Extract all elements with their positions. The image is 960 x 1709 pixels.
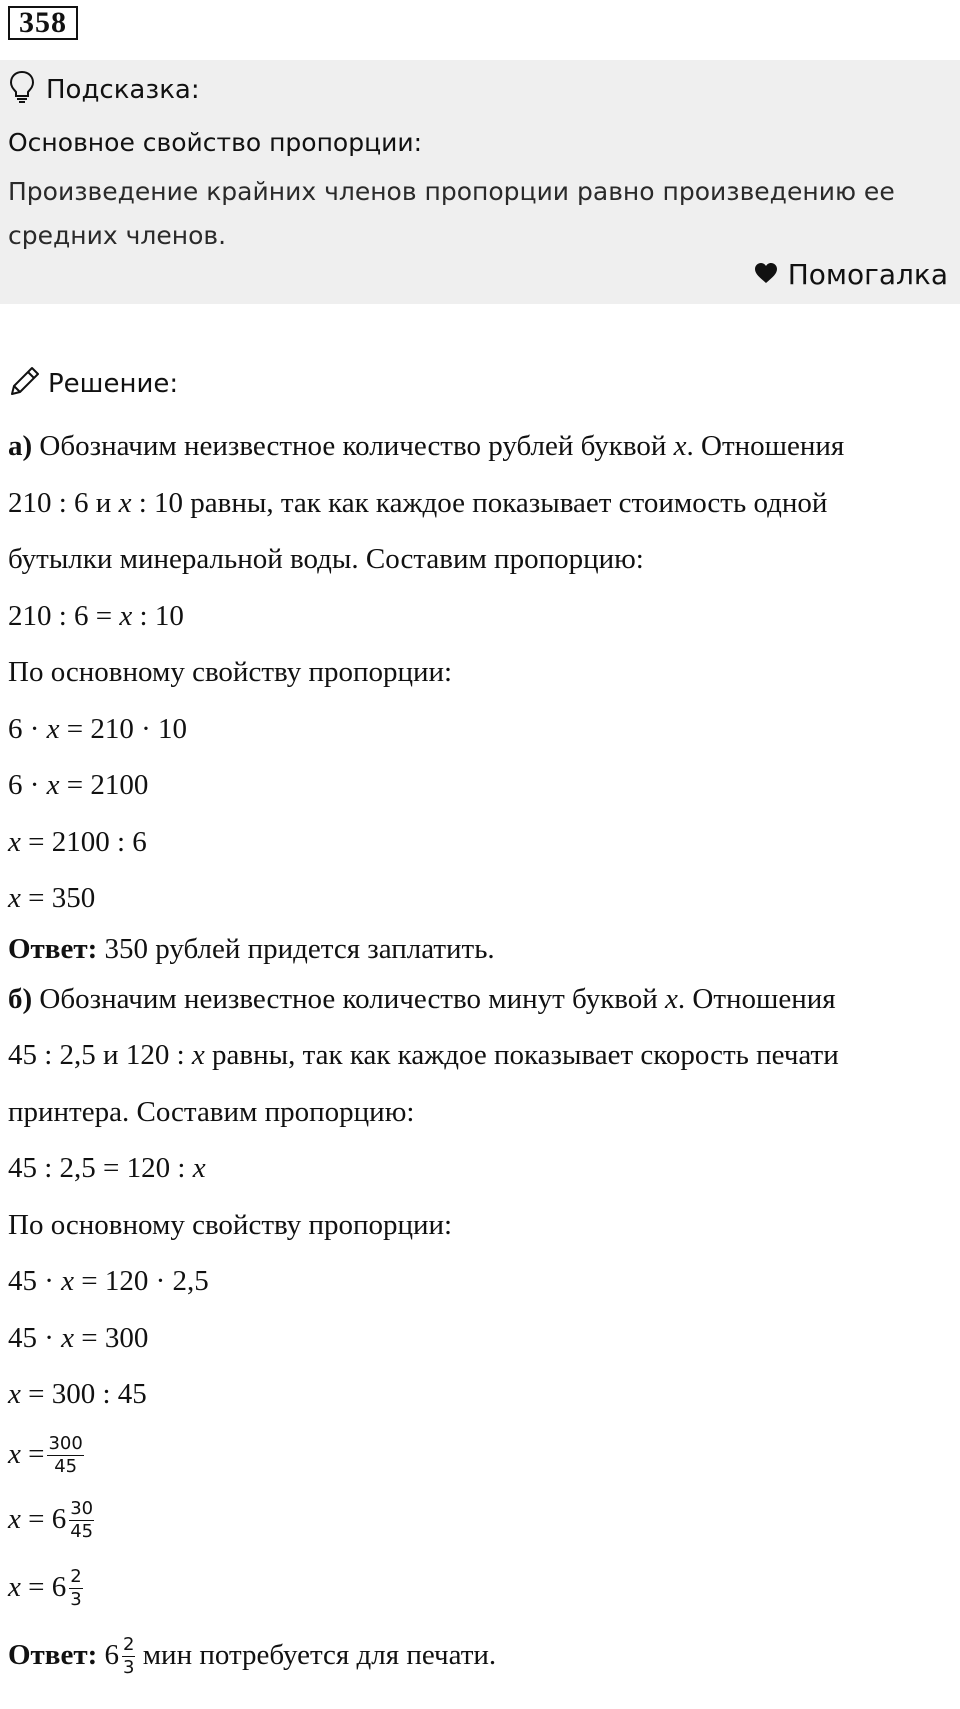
answer-line: Ответ: 350 рублей придется заплатить. <box>8 932 495 965</box>
solution-line: принтера. Составим пропорцию: <box>8 1095 415 1128</box>
solution-body <box>8 418 953 1689</box>
fraction: $\frac{300}{45}$ <box>48 1433 83 1478</box>
heart-icon <box>754 258 788 291</box>
equation-line: x = 350 <box>8 882 96 914</box>
fraction: $\frac{2}{3}$ <box>70 1566 82 1611</box>
hint-box <box>0 60 960 304</box>
problem-number: 358 <box>8 6 78 40</box>
equation-line: x = 300 : 45 <box>8 1378 147 1410</box>
solution-line: б) Обозначим неизвестное количество минут буквой x. Отношения <box>8 982 836 1015</box>
equation-line: 6 · x = 210 · 10 <box>8 712 188 745</box>
equation-line: 45 : 2,5 = 120 : x <box>8 1152 206 1184</box>
equation-line: 45 · x = 300 <box>8 1321 149 1354</box>
solution-line: бутылки минеральной воды. Составим пропорцию: <box>8 543 644 575</box>
solution-label: Решение: <box>48 369 179 399</box>
equation-line: 6 · x = 2100 <box>8 769 149 801</box>
answer-line: Ответ: 6 $\frac{2}{3}$ мин потребуется для печати. <box>8 1634 497 1679</box>
solution-line: 210 : 6 и x : 10 равны, так как каждое показывает стоимость одной <box>8 486 828 519</box>
equation-line: x = 6 $\frac{2}{3}$ <box>8 1566 82 1611</box>
equation-line: x = 6 $\frac{30}{45}$ <box>8 1498 94 1543</box>
hint-title: Основное свойство пропорции: <box>8 128 423 157</box>
credit-link[interactable] <box>754 258 948 291</box>
solution-header <box>8 364 178 404</box>
lightbulb-icon <box>8 70 46 111</box>
solution-line: По основному свойству пропорции: <box>8 656 453 688</box>
equation-line: 210 : 6 = x : 10 <box>8 599 184 632</box>
hint-header <box>8 70 200 110</box>
credit-label: Помогалка <box>787 258 948 291</box>
solution-line: 45 : 2,5 и 120 : x равны, так как каждое показывает скорость печати <box>8 1039 839 1071</box>
solution-line: а) Обозначим неизвестное количество рублей буквой x. Отношения <box>8 430 845 462</box>
equation-line: 45 · x = 120 · 2,5 <box>8 1265 209 1297</box>
hint-label: Подсказка: <box>46 75 200 105</box>
solution-line: По основному свойству пропорции: <box>8 1208 453 1241</box>
fraction: $\frac{2}{3}$ <box>123 1634 135 1679</box>
fraction: $\frac{30}{45}$ <box>70 1498 94 1543</box>
equation-line: x = $\frac{300}{45}$ <box>8 1433 83 1478</box>
pencil-icon <box>8 364 48 405</box>
hint-text: Произведение крайних членов пропорции равно произведению ее средних членов. <box>8 177 895 250</box>
equation-line: x = 2100 : 6 <box>8 825 147 858</box>
